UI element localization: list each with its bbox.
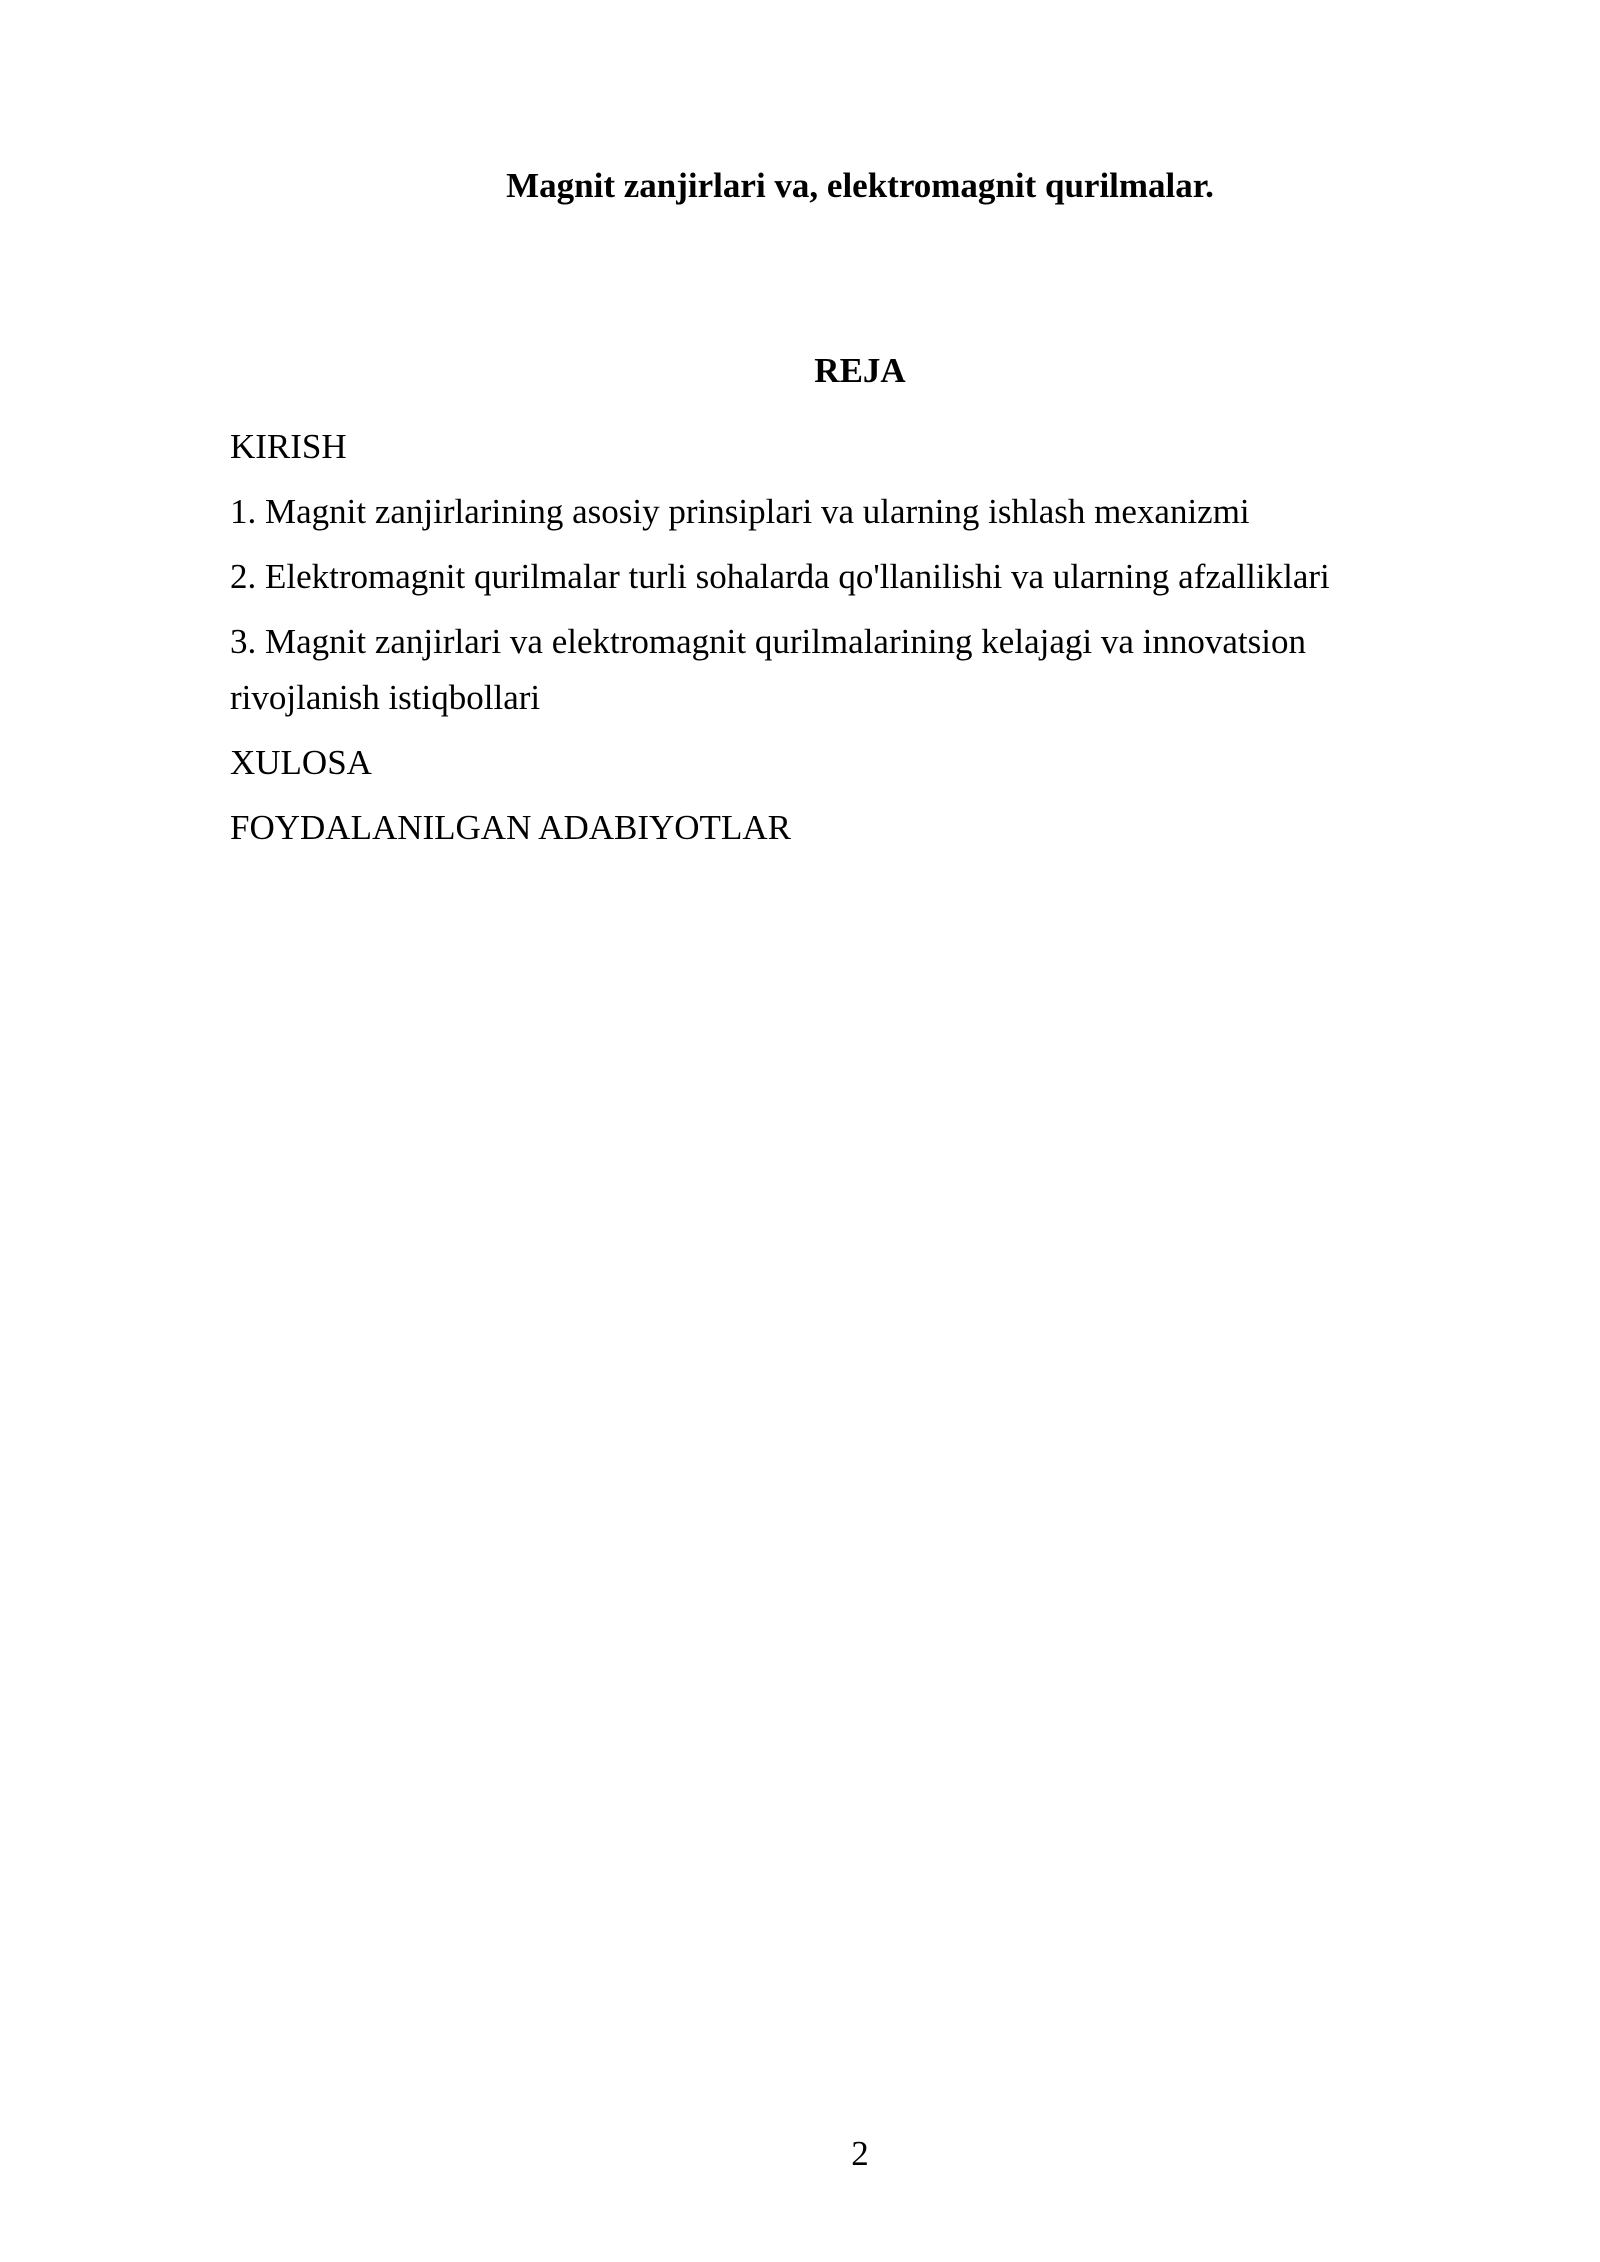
toc-item-2: 2. Elektromagnit qurilmalar turli sohalarda qo'llanilishi va ularning afzalliklari: [230, 557, 1330, 596]
toc-item-conclusion: XULOSA: [230, 743, 372, 782]
plan-heading: REJA: [814, 351, 906, 390]
toc-item-3: 3. Magnit zanjirlari va elektromagnit qurilmalarining kelajagi va innovatsion rivojlanish istiqbollari: [230, 622, 1306, 717]
toc-item-1: 1. Magnit zanjirlarining asosiy prinsiplari va ularning ishlash mexanizmi: [230, 492, 1250, 531]
page-number: 2: [851, 2134, 869, 2173]
toc-item-intro: KIRISH: [230, 427, 347, 466]
toc-item-references: FOYDALANILGAN ADABIYOTLAR: [230, 808, 791, 847]
document-title: Magnit zanjirlari va, elektromagnit qurilmalar.: [506, 166, 1214, 205]
table-of-contents: [230, 419, 1430, 865]
